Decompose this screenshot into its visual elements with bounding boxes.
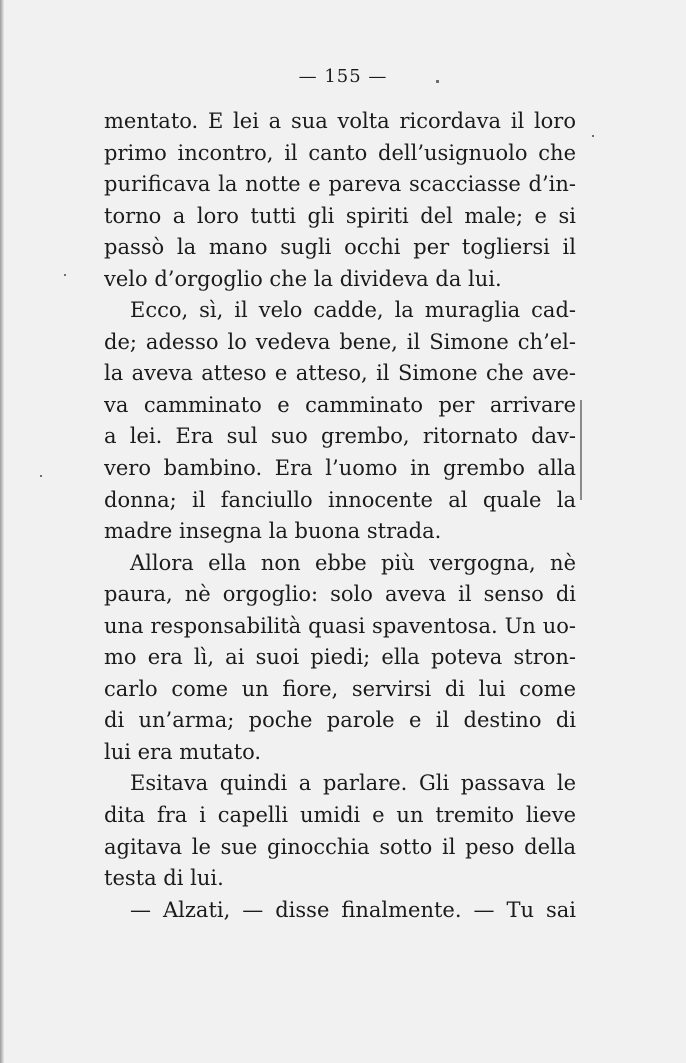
text-line: passò la mano sugli occhi per togliersi il — [104, 235, 576, 260]
text-line: de; adesso lo vedeva bene, il Simone ch’el- — [104, 329, 576, 354]
text-line: Esitava quindi a parlare. Gli passava le — [130, 771, 576, 796]
text-line: carlo come un fiore, servirsi di lui come — [104, 676, 576, 701]
text-line: purificava la notte e pareva scacciasse d’in- — [104, 172, 576, 197]
text-line: la aveva atteso e atteso, il Simone che ave- — [104, 361, 576, 386]
text-line: dita fra i capelli umidi e un tremito lieve — [104, 803, 576, 828]
text-line: primo incontro, il canto dell’usignuolo che — [104, 140, 576, 165]
text-line: madre insegna la buona strada. — [104, 519, 442, 544]
text-line: una responsabilità quasi spaventosa. Un uo- — [104, 613, 576, 638]
margin-mark — [580, 400, 585, 500]
page-number: — 155 — — [298, 66, 388, 87]
text-line: velo d’orgoglio che la divideva da lui. — [104, 266, 502, 291]
text-line: agitava le sue ginocchia sotto il peso della — [104, 834, 576, 859]
speck — [592, 135, 594, 137]
speck — [436, 80, 439, 83]
text-line: testa di lui. — [104, 866, 224, 891]
text-line: va camminato e camminato per arrivare — [104, 392, 576, 417]
text-line: donna; il fanciullo innocente al quale la — [104, 487, 576, 512]
body-text — [104, 106, 576, 926]
text-line: — Alzati, — disse finalmente. — Tu sai — [130, 897, 576, 922]
speck — [40, 475, 42, 477]
text-line: vero bambino. Era l’uomo in grembo alla — [104, 456, 576, 481]
text-line: mo era lì, ai suoi piedi; ella poteva stron- — [104, 645, 576, 670]
text-line: a lei. Era sul suo grembo, ritornato dav- — [104, 424, 576, 449]
text-line: paura, nè orgoglio: solo aveva il senso di — [104, 582, 576, 607]
text-line: di un’arma; poche parole e il destino di — [104, 708, 576, 733]
text-line: mentato. E lei a sua volta ricordava il loro — [104, 109, 576, 133]
speck — [64, 274, 66, 276]
text-line: torno a loro tutti gli spiriti del male; e si — [104, 203, 576, 228]
text-line: Allora ella non ebbe più vergogna, nè — [130, 550, 576, 575]
page-binding-edge — [0, 0, 4, 1063]
text-line: Ecco, sì, il velo cadde, la muraglia cad- — [130, 298, 576, 323]
text-line: lui era mutato. — [104, 739, 262, 764]
